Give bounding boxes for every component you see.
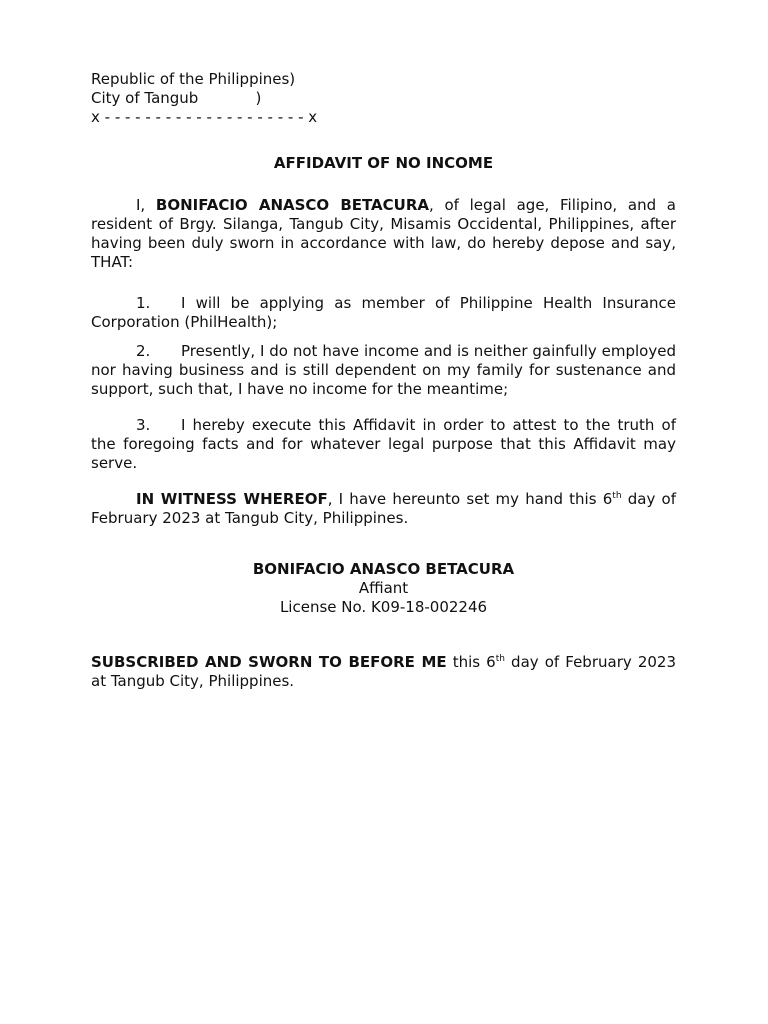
jurat-text-a: this 6 — [446, 653, 496, 671]
list-item-text: I hereby execute this Affidavit in order to attest to the truth of the foregoing facts and for whatever legal purpose that this Affidavit may serve. — [91, 416, 676, 472]
signature-license: License No. K09-18-002246 — [279, 598, 488, 616]
jurat-text-b: day of February 2023 at Tangub City, Philippines. — [91, 653, 676, 690]
list-item-text: I will be applying as member of Philippine Health Insurance Corporation (PhilHealth); — [91, 294, 676, 331]
list-item-3 — [91, 416, 676, 473]
document-title-text: AFFIDAVIT OF NO INCOME — [273, 154, 494, 172]
list-item-1 — [91, 294, 676, 332]
document-title — [91, 154, 676, 173]
caption-divider: x - - - - - - - - - - - - - - - - - - - - x — [91, 108, 318, 126]
signature-name: BONIFACIO ANASCO BETACURA — [252, 560, 515, 578]
list-item-text: Presently, I do not have income and is neither gainfully employed nor having business and is still dependent on my family for sustenance and support, such that, I have no income for the meantime; — [91, 342, 676, 398]
intro-text: , of legal age, Filipino, and a resident of Brgy. Silanga, Tangub City, Misamis Occidental, Philippines, after having been duly sworn in accordance with law, do hereby depose and say, THAT: — [91, 196, 676, 271]
affiant-name: BONIFACIO ANASCO BETACURA — [155, 196, 430, 214]
witness-paragraph — [91, 490, 676, 528]
intro-prefix: I, — [136, 196, 156, 214]
list-item-number: 3. — [136, 416, 151, 434]
list-item-number: 2. — [136, 342, 151, 360]
witness-ordinal: th — [612, 491, 622, 501]
list-item-number: 1. — [136, 294, 151, 312]
witness-lead: IN WITNESS WHEREOF — [136, 490, 328, 508]
signature-block — [91, 560, 676, 617]
venue-caption — [91, 70, 676, 127]
list-item-2 — [91, 342, 676, 399]
caption-republic: Republic of the Philippines) — [91, 70, 296, 88]
witness-text-a: , I have hereunto set my hand this 6 — [327, 490, 613, 508]
intro-paragraph — [91, 196, 676, 272]
caption-city: City of Tangub ) — [91, 89, 262, 107]
jurat-lead: SUBSCRIBED AND SWORN TO BEFORE ME — [91, 653, 447, 671]
witness-text-b: day of February 2023 at Tangub City, Philippines. — [91, 490, 676, 527]
jurat-ordinal: th — [495, 654, 505, 664]
signature-role: Affiant — [358, 579, 409, 597]
jurat-paragraph — [91, 653, 676, 691]
